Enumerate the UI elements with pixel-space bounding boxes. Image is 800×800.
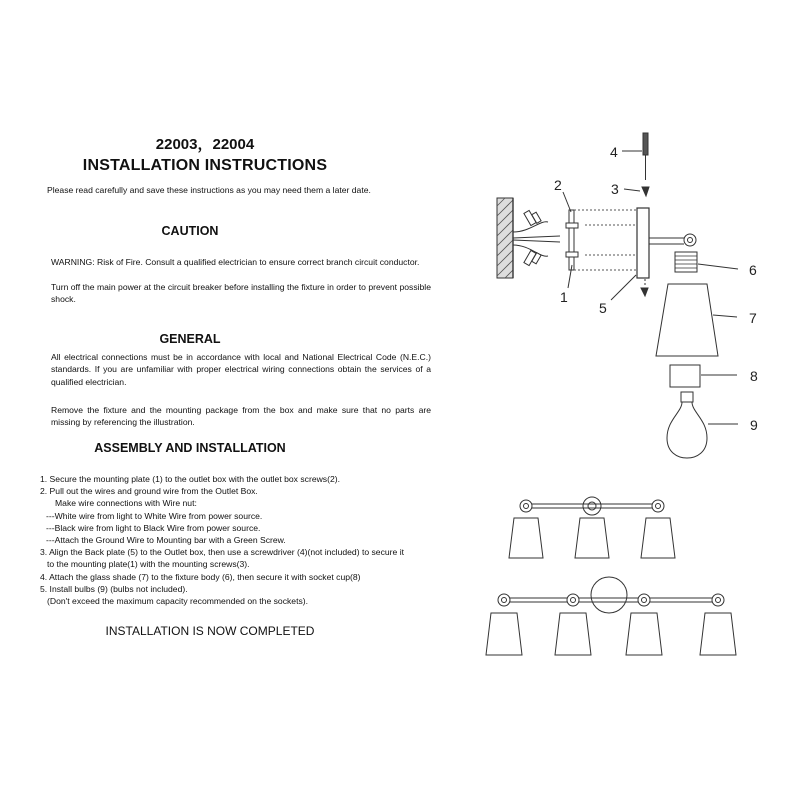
back-plate-shape: [637, 208, 649, 278]
socket-body-shape: [675, 252, 697, 272]
intro-text: Please read carefully and save these instructions as you may need them a later date.: [47, 185, 371, 195]
step-item: 2. Pull out the wires and ground wire from the Outlet Box.: [40, 486, 258, 497]
part-label-3: 3: [611, 181, 619, 197]
general-parts-text: Remove the fixture and the mounting package from the box and make sure that no parts are missing by referencing the illustration.: [51, 405, 431, 428]
step-item: Make wire connections with Wire nut:: [55, 498, 197, 509]
step-item: to the mounting plate(1) with the mounting screws(3).: [47, 559, 250, 570]
model-numbers: 22003，22004: [155, 136, 255, 153]
screw-shape: [642, 187, 649, 196]
four-light-fixture-drawing: [486, 577, 736, 655]
step-item: ---Attach the Ground Wire to Mounting bar with a Green Screw.: [46, 535, 286, 546]
part-label-5: 5: [599, 300, 607, 316]
general-code-text: All electrical connections must be in accordance with local and National Electrical Code (N.E.C.) standards. If you are unfamiliar with proper electrical wiring connections obtain the services of a qualified electrician.: [51, 352, 431, 387]
screwdriver-shape: [643, 133, 648, 155]
caution-warning-text: WARNING: Risk of Fire. Consult a qualified electrician to ensure correct branch circuit conductor.: [51, 257, 420, 267]
part-label-6: 6: [749, 262, 757, 278]
step-item: (Don't exceed the maximum capacity recommended on the sockets).: [47, 596, 309, 607]
page-title: INSTALLATION INSTRUCTIONS: [82, 157, 328, 174]
assembly-heading: ASSEMBLY AND INSTALLATION: [94, 441, 286, 455]
three-light-fixture-drawing: [509, 497, 675, 558]
socket-cup-shape: [670, 365, 700, 387]
screw-shape: [641, 288, 648, 296]
step-item: ---White wire from light to White Wire from power source.: [46, 510, 263, 521]
bulb-shape: [667, 402, 707, 458]
step-item: ---Black wire from light to Black Wire from power source.: [46, 522, 261, 533]
part-label-4: 4: [610, 144, 618, 160]
step-item: 5. Install bulbs (9) (bulbs not included).: [40, 583, 188, 594]
mounting-plate-shape: [569, 210, 574, 270]
caution-power-text: Turn off the main power at the circuit breaker before installing the fixture in order to prevent possible shock.: [51, 282, 431, 305]
part-label-8: 8: [750, 368, 758, 384]
step-item: 3. Align the Back plate (5) to the Outlet box, then use a screwdriver (4)(not included) to secure it: [40, 547, 404, 558]
part-label-1: 1: [560, 289, 568, 305]
part-label-2: 2: [554, 177, 562, 193]
general-heading: GENERAL: [159, 332, 221, 346]
completed-text: INSTALLATION IS NOW COMPLETED: [105, 624, 315, 638]
part-label-7: 7: [749, 310, 757, 326]
step-item: 1. Secure the mounting plate (1) to the outlet box with the outlet box screws(2).: [40, 474, 340, 484]
socket-knuckle-shape: [684, 234, 696, 246]
part-label-9: 9: [750, 417, 758, 433]
step-item: 4. Attach the glass shade (7) to the fixture body (6), then secure it with socket cup(8): [40, 571, 361, 582]
caution-heading: CAUTION: [161, 224, 219, 238]
glass-shade-shape: [656, 284, 718, 356]
